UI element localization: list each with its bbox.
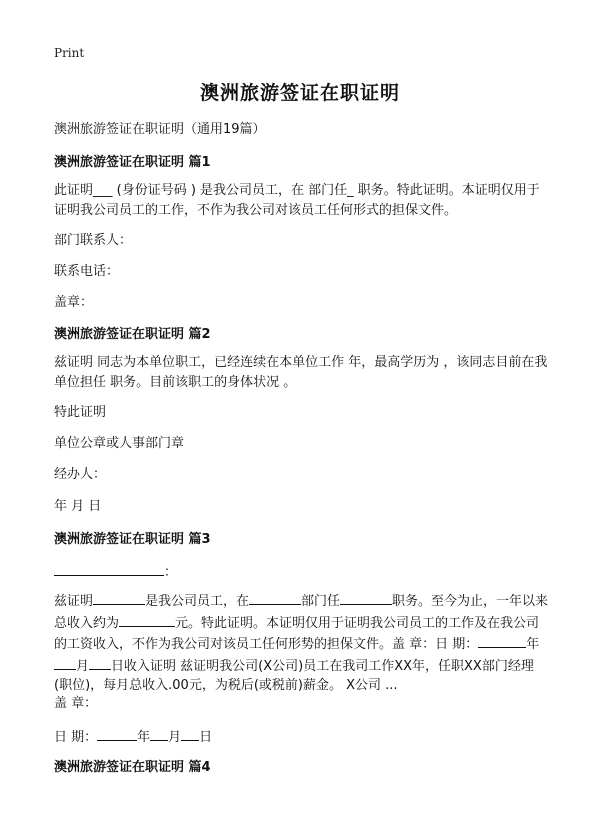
certify-line: 特此证明	[54, 405, 107, 420]
section-3-seal-label: 盖 章：	[54, 696, 98, 711]
section-heading-4: 澳洲旅游签证在职证明 篇4	[54, 760, 211, 775]
contact-phone-label: 联系电话：	[54, 264, 120, 279]
section-1-body: 此证明___ (身份证号码 ) 是我公司员工，在 部门任_ 职务。特此证明。本证明仅用于证明我公司员工的工作，不作为我公司对该员工任何形式的担保文件。	[54, 183, 540, 218]
addressee-blank	[54, 561, 164, 576]
addressee-line: ：	[54, 561, 177, 583]
date-line: 年 月 日	[54, 499, 102, 514]
section-heading-3: 澳洲旅游签证在职证明 篇3	[54, 532, 211, 547]
page-title: 澳洲旅游签证在职证明	[199, 82, 400, 104]
section-2-body: 兹证明 同志为本单位职工，已经连续在本单位工作 年，最高学历为 ，该同志目前在我单位担任 职务。目前该职工的身体状况 。	[54, 355, 548, 390]
section-3-body: 兹证明 是我公司员工，在 部门任 职务。至今为止，一年以来总收入约为 元。特此证明。本证明仅用于证明我公司员工的工作及在我公司的工资收入，不作为我公司对该员工任何形势的担保文件。盖 章：日 期： 年月 日收入证明 兹证明我公司(X公司)员工在我司工作XX年，任职XX部门经理(职位)，每月总收入.00元，为税后(或税前)薪金。 X公司 ...	[54, 590, 550, 696]
seal-label: 盖章：	[54, 295, 94, 310]
handler-label: 经办人：	[54, 467, 107, 482]
contact-person-label: 部门联系人：	[54, 233, 133, 248]
section-heading-2: 澳洲旅游签证在职证明 篇2	[54, 327, 211, 342]
section-heading-1: 澳洲旅游签证在职证明 篇1	[54, 155, 211, 170]
document-subtitle: 澳洲旅游签证在职证明（通用19篇）	[54, 122, 266, 137]
unit-seal-line: 单位公章或人事部门章	[54, 436, 185, 451]
print-link[interactable]: Print	[54, 46, 85, 60]
section-3-date-line: 日 期： 年 月 日	[54, 726, 212, 748]
